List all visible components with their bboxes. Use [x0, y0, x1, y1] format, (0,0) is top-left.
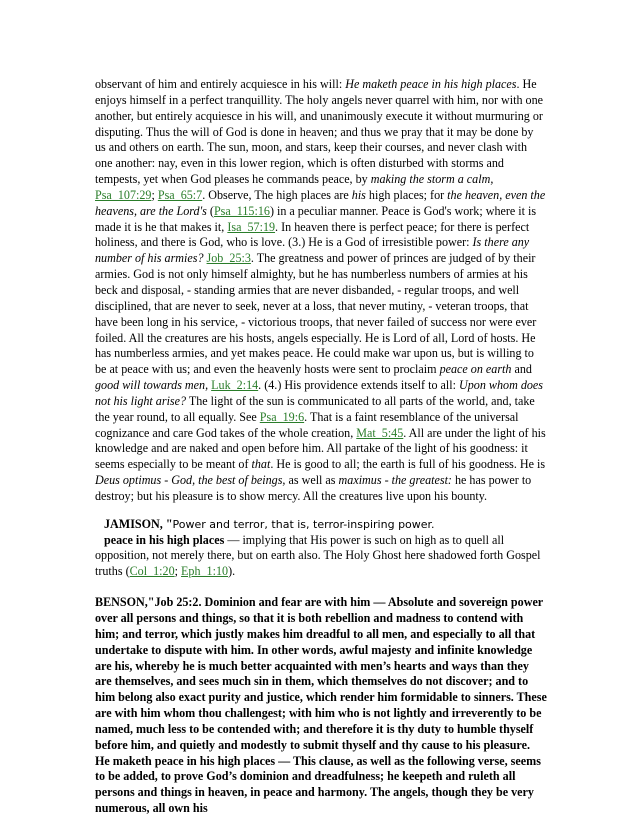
scripture-link-job-25-3[interactable]: Job_25:3	[206, 251, 251, 266]
text-run: . Observe, The high places are	[202, 187, 352, 202]
text-run: Power and terror, that is, terror-inspiring power.	[172, 517, 435, 531]
benson-paragraph: BENSON,"Job 25:2. Dominion and fear are with him — Absolute and sovereign power over all persons and things, so that it is both rebellion and madness to contend with him; and terror, which justly makes him dreadful to all men, and especially to all that undertake to dispute with him. In other words, awful majesty and infinite knowledge are his, whereby he is much better acquainted with men’s hearts and ways than they are themselves, and sees much sin in them, which themselves do not discover; and to him belong also exact purity and justice, which render him formidable to sinners. These are with him whom thou challengest; with him who is not lightly and irreverently to be named, much less to be contended with; and therefore it is thy duty to humble thyself before him, and quietly and modestly to submit thyself and thy cause to his pleasure. He maketh peace in his high places — This clause, as well as the following verse, seems to be added, to prove God’s dominion and dreadfulness; he keepeth and ruleth all persons and things in heaven, in peace and harmony. The angels, though they be very numerous, all own his	[95, 595, 547, 816]
scripture-link-mat-5-45[interactable]: Mat_5:45	[356, 425, 404, 440]
scripture-link-psa-65-7[interactable]: Psa_65:7	[157, 187, 203, 202]
text-run: . The greatness and power of princes are judged of by their armies. God is not only himself almighty, but he has numberless numbers of armies at his beck and disposal, - standing armies that are never disbanded, - regular troops, and well disciplined, that are never to seek, never at a loss, that never mutiny, - veteran troops, that have been long in his service, - victorious troops, that never failed of success nor were ever foiled. All the creatures are his hosts, angels especially. He is Lord of all, Lord of hosts. He has numberless armies, and yet makes peace. He could make war upon us, but is willing to be at peace with us; and even the heavenly hosts were sent to proclaim	[95, 251, 537, 377]
scripture-link-col-1-20[interactable]: Col_1:20	[129, 564, 175, 579]
text-run: . (4.) His providence extends itself to all:	[258, 378, 460, 393]
text-run: ).	[228, 564, 236, 579]
italic-run: He maketh peace in his high places	[345, 77, 517, 91]
scripture-link-psa-19-6[interactable]: Psa_19:6	[259, 409, 305, 424]
text-run: as well as	[285, 473, 339, 488]
text-run: . In heaven there is perfect peace; for there is perfect holiness, and there is God, who is love. (3.) He is a God of irresistible power:	[95, 219, 530, 250]
scripture-link-psa-107-29[interactable]: Psa_107:29	[95, 187, 152, 202]
text-run: ) in a peculiar manner. Peace is God's work; where it is made it is he that makes it,	[95, 203, 537, 234]
jamison-note-paragraph	[95, 533, 547, 581]
scripture-link-isa-57-19[interactable]: Isa_57:19	[227, 219, 276, 234]
text-run: . All are under the light of his knowledge and are naked and open before him. All partake of the light of his goodness: it seems especially to be meant of	[95, 425, 546, 472]
text-run: and	[511, 362, 532, 377]
italic-run: Deus optimus - God, the best of beings,	[95, 473, 286, 488]
italic-run: peace on earth	[439, 362, 512, 377]
italic-run: that	[251, 457, 271, 472]
text-run: . He is good to all; the earth is full of his goodness. He is	[270, 457, 546, 472]
text-run: ;	[151, 187, 158, 202]
text-run: (	[206, 203, 214, 218]
text-run: — implying that His power is such on high as to quell all opposition, not merely there, but on earth also. The Holy Ghost here shadowed forth Gospel truths (	[95, 532, 541, 579]
italic-run: the heaven, even the heavens, are the Lord's	[95, 187, 546, 218]
document-page	[95, 77, 547, 817]
italic-run: making the storm a calm,	[370, 172, 494, 187]
scripture-link-luk-2-14[interactable]: Luk_2:14	[211, 378, 259, 393]
text-run: high places; for	[365, 187, 448, 202]
text-run: The light of the sun is communicated to all parts of the world, and, take the year round, to all equally. See	[95, 393, 535, 424]
keyword-heading: peace in his high places	[104, 532, 225, 547]
commentator-label: JAMISON, "	[104, 516, 173, 531]
italic-run: good will towards men,	[95, 378, 209, 393]
matthew-henry-paragraph	[95, 77, 547, 505]
jamison-paragraph	[95, 517, 547, 533]
text-run: he has power to destroy; but his pleasure is to show mercy. All the creatures live upon his bounty.	[95, 473, 532, 503]
italic-run: maximus - the greatest:	[338, 473, 452, 488]
text-run: . He enjoys himself in a perfect tranquillity. The holy angels never quarrel with him, nor with one another, but entirely acquiesce in his will, and unanimously execute it without murmuring or disputing. Thus the will of God is done in heaven; and thus we pray that it may be done by us and others on earth. The sun, moon, and stars, keep their courses, and never clash with one another: nay, even in this lower region, which is often disturbed with storms and tempests, yet when God pleases he commands peace, by	[95, 77, 544, 187]
text-run: . That is a faint resemblance of the universal cognizance and care God takes of the whole creation,	[95, 409, 519, 440]
text-run: ;	[174, 564, 182, 579]
italic-run: Upon whom does not his light arise?	[95, 378, 543, 408]
italic-run: his	[351, 187, 366, 202]
italic-run: Is there any number of his armies?	[95, 235, 530, 266]
text-run: observant of him and entirely acquiesce in his will:	[95, 77, 346, 91]
scripture-link-psa-115-16[interactable]: Psa_115:16	[213, 203, 270, 218]
scripture-link-eph-1-10[interactable]: Eph_1:10	[181, 564, 229, 579]
